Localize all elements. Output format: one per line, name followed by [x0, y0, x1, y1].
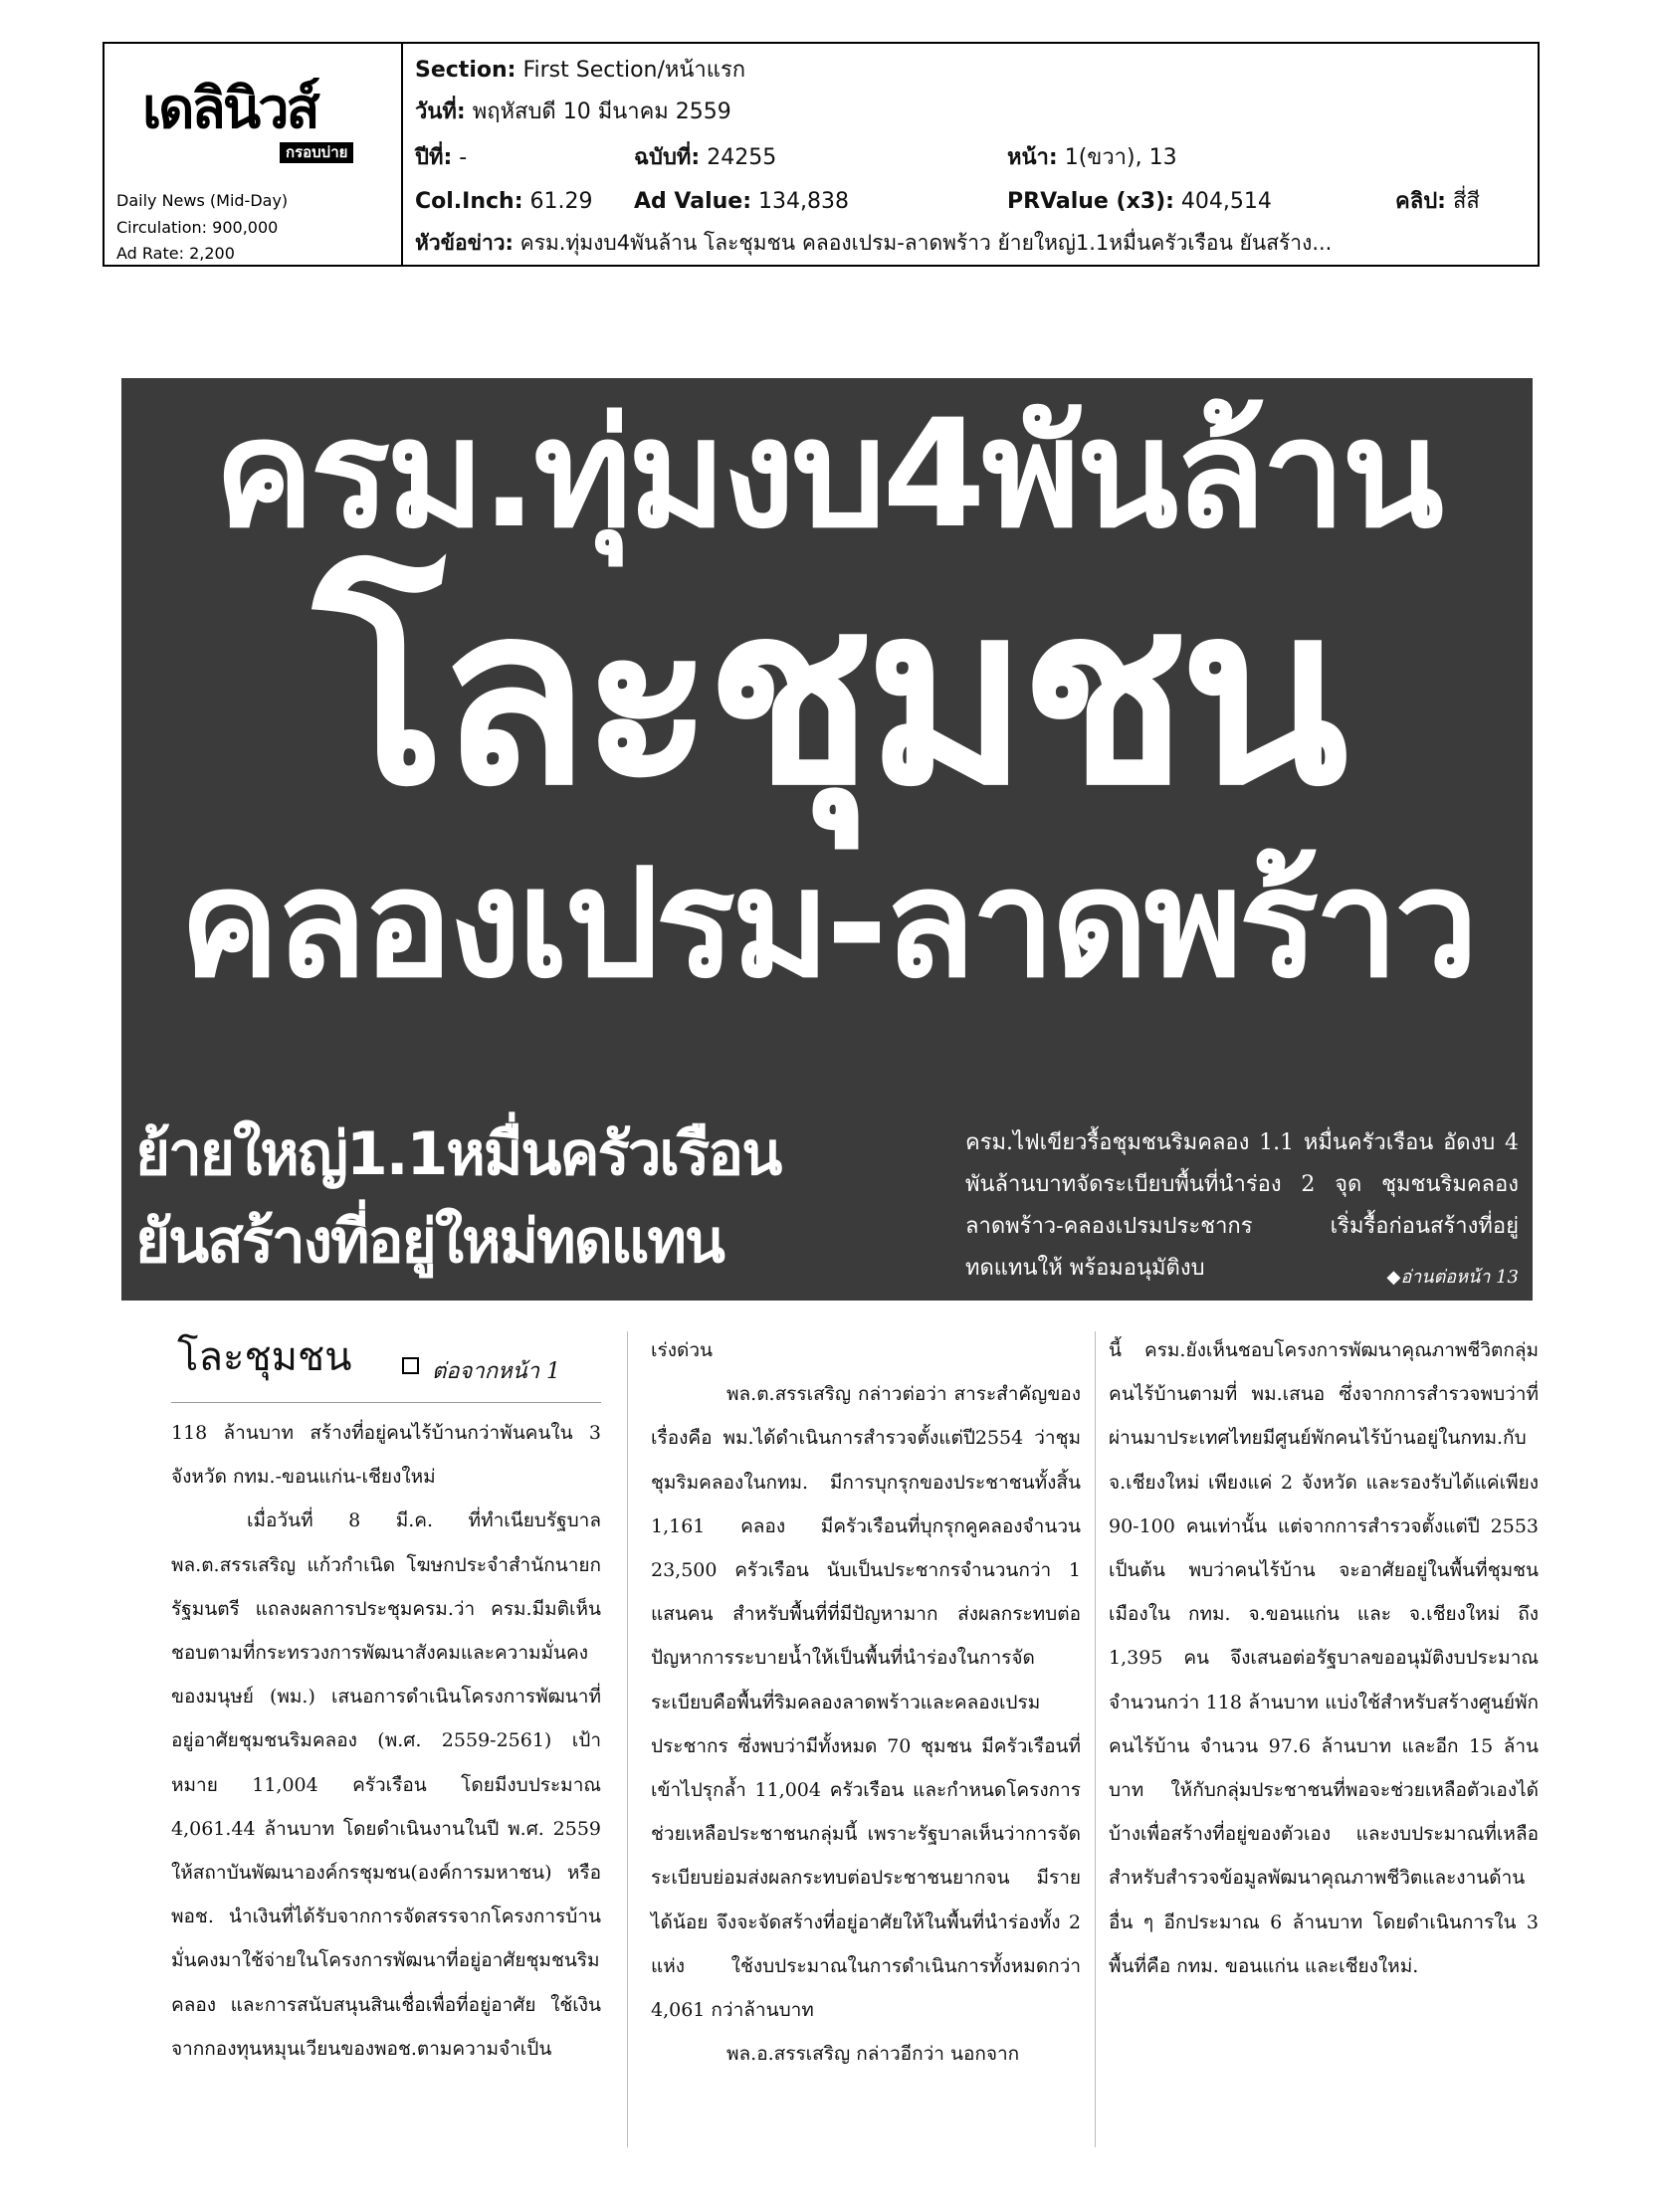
headline-banner — [121, 378, 1533, 1301]
ad-rate-line — [116, 246, 235, 262]
continuation-title: โละชุมชน — [177, 1334, 352, 1380]
publication-logo-cell — [104, 44, 403, 265]
article-paragraph: พล.ต.สรรเสริญ กล่าวต่อว่า สาระสำคัญของเรื่องคือ พม.ได้ดำเนินการสำรวจตั้งแต่ปี2554 ว่าชุมชุมริมคลองในกทม. มีการบุกรุกของประชาชนทั้งสิ้น 1,161 คลอง มีครัวเรือนที่บุกรุกคูคลองจำนวน 23,500 ครัวเรือน นับเป็นประชากรจำนวนกว่า 1 แสนคน สำหรับพื้นที่ที่มีปัญหามาก ส่งผลกระทบต่อปัญหาการระบายน้ำให้เป็นพื้นที่นำร่องในการจัดระเบียบคือพื้นที่ริมคลองลาดพร้าวและคลองเปรมประชากร ซึ่งพบว่ามีทั้งหมด 70 ชุมชน มีครัวเรือนที่เข้าไปรุกล้ำ 11,004 ครัวเรือน และกำหนดโครงการช่วยเหลือประชาชนกลุ่มนี้ เพราะรัฐบาลเห็นว่าการจัดระเบียบย่อมส่งผลกระทบต่อประชาชนยากจน มีรายได้น้อย จึงจะจัดสร้างที่อยู่อาศัยให้ในพื้นที่นำร่องทั้ง 2 แห่ง ใช้งบประมาณในการดำเนินการทั้งหมดกว่า 4,061 กว่าล้านบาท — [651, 1383, 1081, 2022]
headline-line-3: คลองเปรม-ลาดพร้าว — [179, 838, 1475, 1011]
colinch-value: 61.29 — [529, 189, 593, 214]
date-label: วันที่: — [415, 100, 466, 124]
prvalue-label: PRValue (x3): — [1007, 189, 1174, 214]
section-label: Section: — [415, 58, 517, 83]
headline-line-2: โละชุมชน — [312, 553, 1342, 840]
advalue-label: Ad Value: — [634, 189, 752, 214]
article-column-2 — [651, 1328, 1081, 2076]
colinch-label: Col.Inch: — [415, 189, 523, 214]
date-row — [415, 101, 1528, 123]
clipping-info — [403, 44, 1538, 265]
continuation-note: ต่อจากหน้า 1 — [432, 1359, 560, 1384]
ad-rate-label: Ad Rate: — [116, 244, 184, 263]
year-value: - — [459, 145, 468, 170]
circulation-label: Circulation: — [116, 218, 208, 237]
article-paragraph: เมื่อวันที่ 8 มี.ค. ที่ทำเนียบรัฐบาล พล.ต.สรรเสริญ แก้วกำเนิด โฆษกประจำสำนักนายกรัฐมนตรี แถลงผลการประชุมครม.ว่า ครม.มีมติเห็นชอบตามที่กระทรวงการพัฒนาสังคมและความมั่นคงของมนุษย์ (พม.) เสนอการดำเนินโครงการพัฒนาที่อยู่อาศัยชุมชนริมคลอง (พ.ศ. 2559-2561) เป้าหมาย 11,004 ครัวเรือน โดยมีงบประมาณ 4,061.44 ล้านบาท โดยดำเนินงานในปี พ.ศ. 2559 ให้สถาบันพัฒนาองค์กรชุมชน(องค์การมหาชน) หรือ พอช. นำเงินที่ได้รับจากการจัดสรรจากโครงการบ้านมั่นคงมาใช้จ่ายในโครงการพัฒนาที่อยู่อาศัยชุมชนริมคลอง และการสนับสนุนสินเชื่อเพื่อที่อยู่อาศัย ใช้เงินจากกองทุนหมุนเวียนของพอช.ตามความจำเป็น — [171, 1509, 601, 2060]
article-paragraph: นี้ ครม.ยังเห็นชอบโครงการพัฒนาคุณภาพชีวิตกลุ่มคนไร้บ้านตามที่ พม.เสนอ ซึ่งจากการสำรวจพบว่าที่ผ่านมาประเทศไทยมีศูนย์พักคนไร้บ้านอยู่ในกทม.กับ จ.เชียงใหม่ เพียงแค่ 2 จังหวัด และรองรับได้แค่เพียง 90-100 คนเท่านั้น แต่จากการสำรวจตั้งแต่ปี 2553 เป็นต้น พบว่าคนไร้บ้าน จะอาศัยอยู่ในพื้นที่ชุมชนเมืองใน กทม. จ.ขอนแก่น และ จ.เชียงใหม่ ถึง 1,395 คน จึงเสนอต่อรัฐบาลขออนุมัติงบประมาณจำนวนกว่า 118 ล้านบาท แบ่งใช้สำหรับสร้างศูนย์พักคนไร้บ้าน จำนวน 97.6 ล้านบาท และอีก 15 ล้านบาท ให้กับกลุ่มประชาชนที่พอจะช่วยเหลือตัวเองได้บ้างเพื่อสร้างที่อยู่ของตัวเอง และงบประมาณที่เหลือสำหรับสำรวจข้อมูลพัฒนาคุณภาพชีวิตและงานด้านอื่น ๆ อีกประมาณ 6 ล้านบาท โดยดำเนินการใน 3 พื้นที่คือ กทม. ขอนแก่น และเชียงใหม่. — [1109, 1339, 1539, 1977]
date-value: พฤหัสบดี 10 มีนาคม 2559 — [472, 100, 731, 124]
issue-value: 24255 — [707, 145, 777, 170]
headline-row — [415, 233, 1528, 254]
headline-value: ครม.ทุ่มงบ4พันล้าน โละชุมชน คลองเปรม-ลาดพร้าว ย้ายใหญ่1.1หมื่นครัวเรือน ยันสร้าง... — [519, 231, 1333, 255]
prvalue-field — [1007, 191, 1272, 213]
colinch-field — [415, 191, 593, 213]
article-column-3 — [1109, 1328, 1539, 1988]
read-more-note: ◆อ่านต่อหน้า 13 — [1386, 1267, 1519, 1288]
advalue-field — [634, 191, 849, 213]
advalue-value: 134,838 — [758, 189, 850, 214]
page-value: 1(ขวา), 13 — [1064, 145, 1177, 170]
logo-edition-badge: กรอบบ่าย — [280, 142, 353, 163]
section-row — [415, 60, 1528, 82]
year-field — [415, 147, 467, 169]
clip-field — [1395, 191, 1480, 213]
issue-label: ฉบับที่: — [634, 145, 701, 170]
article-column-1 — [171, 1411, 601, 2071]
column-divider — [627, 1331, 628, 2147]
square-icon — [402, 1357, 419, 1374]
clip-value: สี่สี — [1452, 189, 1480, 214]
subheadline-1: ย้ายใหญ่1.1หมื่นครัวเรือน — [135, 1119, 781, 1189]
publication-name: Daily News (Mid-Day) — [116, 191, 289, 210]
lead-paragraph: ครม.ไฟเขียวรื้อชุมชนริมคลอง 1.1 หมื่นครัวเรือน อัดงบ 4 พันล้านบาทจัดระเบียบพื้นที่นำร่อง 2 จุด ชุมชนริมคลองลาดพร้าว-คลองเปรมประชากร เริ่มรื้อก่อนสร้างที่อยู่ทดแทนให้ พร้อมอนุมัติงบ — [965, 1130, 1519, 1281]
article-paragraph: พล.อ.สรรเสริญ กล่าวอีกว่า นอกจาก — [726, 2043, 1020, 2066]
headline-label: หัวข้อข่าว: — [415, 231, 514, 255]
column-divider — [1095, 1331, 1096, 2147]
subheadline-2: ยันสร้างที่อยู่ใหม่ทดแทน — [135, 1207, 724, 1277]
continuation-header — [171, 1333, 601, 1403]
clipping-header — [103, 42, 1540, 267]
article-paragraph: 118 ล้านบาท สร้างที่อยู่คนไร้บ้านกว่าพันคนใน 3 จังหวัด กทม.-ขอนแก่น-เชียงใหม่ — [171, 1422, 601, 1489]
section-value: First Section/หน้าแรก — [522, 58, 746, 83]
page-label: หน้า: — [1007, 145, 1058, 170]
year-label: ปีที่: — [415, 145, 453, 170]
dailynews-logo: เดลินิวส์ — [142, 77, 317, 141]
headline-line-1: ครม.ทุ่มงบ4พันล้าน — [214, 388, 1440, 561]
issue-field — [634, 147, 776, 169]
circulation-line — [116, 220, 278, 236]
article-paragraph: เร่งด่วน — [651, 1339, 713, 1361]
ad-rate-value: 2,200 — [189, 244, 235, 263]
circulation-value: 900,000 — [212, 218, 279, 237]
clip-label: คลิป: — [1395, 189, 1446, 214]
prvalue-value: 404,514 — [1180, 189, 1272, 214]
page-field — [1007, 147, 1177, 169]
